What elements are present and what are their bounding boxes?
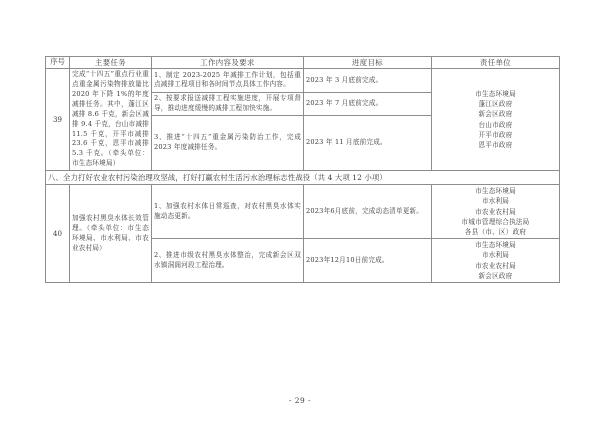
- column-header-main-task: 主要任务: [70, 57, 152, 69]
- unit-entry: 市生态环境局: [475, 187, 516, 196]
- cell-work-content: 1、制定 2023-2025 年减排工作计划，包括重点减排工程项目和各时间节点具体工作内容。: [152, 69, 304, 92]
- unit-entry: 各县（市、区）政府: [464, 228, 527, 237]
- cell-progress-goal: 2023年6月底前，完成动态清单更新。: [304, 185, 432, 239]
- cell-responsible-unit-40-b: [432, 239, 560, 283]
- cell-progress-goal: 2023 年 7 月底前完成。: [304, 92, 432, 115]
- cell-seq-39: 39: [46, 69, 70, 171]
- table-row: [46, 185, 560, 239]
- unit-entry: 市水利局: [481, 251, 510, 260]
- column-header-seq: 序号: [46, 57, 70, 69]
- cell-main-task-39: 完成“十四五”重点行业重点重金属污染物排放量比 2020 年下降 1%的年度减排任务。其中，蓬江区减排 8.6 千克，新会区减排 9.4 千克，台山市减排 11.5 千克，开平市减排 23.6 千克，恩平市减排 5.3 千克。（牵头单位：市生态环境局）: [70, 69, 152, 171]
- cell-seq-40: 40: [46, 185, 70, 283]
- table-row: [46, 69, 560, 92]
- column-header-work-content: 工作内容及要求: [152, 57, 304, 69]
- table-body: [46, 69, 560, 283]
- unit-entry: 市农业农村局: [475, 207, 516, 216]
- page-number: - 29 -: [288, 396, 312, 405]
- cell-responsible-unit-39: [432, 69, 560, 171]
- unit-entry: 恩平市政府: [478, 141, 513, 150]
- unit-entry: 台山市政府: [478, 120, 513, 129]
- column-header-progress-goal: 进度目标: [304, 57, 432, 69]
- unit-entry: 开平市政府: [478, 130, 513, 139]
- column-header-responsible-unit: 责任单位: [432, 57, 560, 69]
- unit-entry: 新会区政府: [478, 110, 513, 119]
- unit-entry: 市生态环境局: [475, 90, 516, 99]
- cell-progress-goal: 2023 年 3 月底前完成。: [304, 69, 432, 92]
- unit-entry: 蓬江区政府: [478, 100, 513, 109]
- cell-main-task-40: 加强农村黑臭水体长效管理。（牵头单位：市生态环境局、市水利局、市农业农村局）: [70, 185, 152, 283]
- table-header-row: [46, 57, 560, 69]
- unit-entry: 市农业农村局: [475, 261, 516, 270]
- cell-work-content: 1、加强农村水体日常巡查，对农村黑臭水体实施动态更新。: [152, 185, 304, 239]
- cell-progress-goal: 2023 年 11 月底前完成。: [304, 116, 432, 171]
- unit-entry: 市水利局: [481, 197, 510, 206]
- unit-entry: 市生态环境局: [475, 241, 516, 250]
- task-table: [45, 56, 560, 283]
- section-header-label: 八、全力打好农业农村污染治理攻坚战，打好打赢农村生活污水治理标志性战役（共 4 大项 12 小项）: [46, 171, 560, 185]
- cell-work-content: 3、推进“十四五”重金属污染防治工作，完成 2023 年度减排任务。: [152, 116, 304, 171]
- cell-work-content: 2、按要求报送减排工程实施进度，开展专项督导，推动进度缓慢的减排工程加快实施。: [152, 92, 304, 115]
- table-header: [46, 57, 560, 69]
- unit-entry: 新会区政府: [478, 271, 513, 280]
- cell-progress-goal: 2023年12月10日前完成。: [304, 239, 432, 283]
- cell-responsible-unit-40-a: [432, 185, 560, 239]
- section-header-row: [46, 171, 560, 185]
- unit-entry: 市城市管理综合执法局: [461, 217, 530, 226]
- cell-work-content: 2、推进市级农村黑臭水体整治，完成新会区双水镇洞阁河段工程治理。: [152, 239, 304, 283]
